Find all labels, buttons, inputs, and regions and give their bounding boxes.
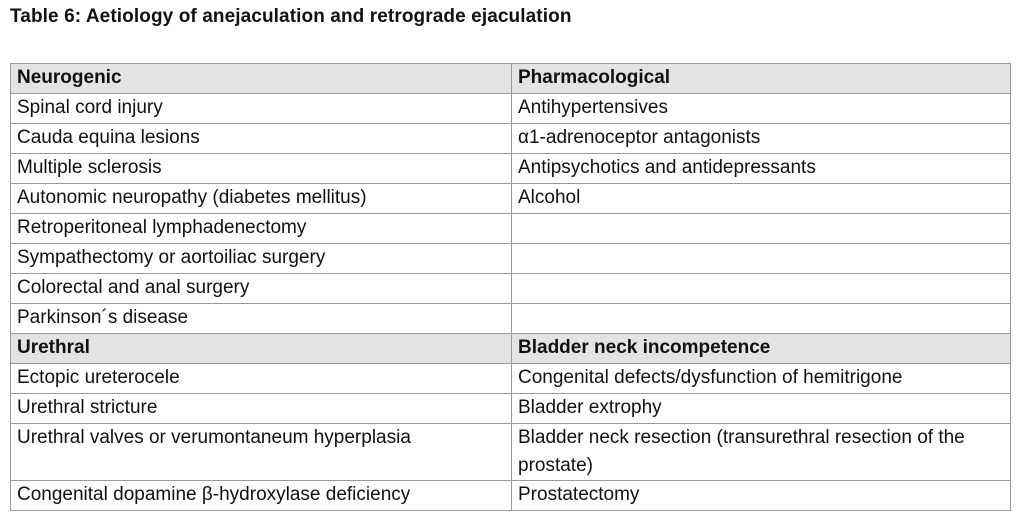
table-cell: Bladder extrophy [512, 394, 1011, 424]
table-cell: Urethral valves or verumontaneum hyperplasia [11, 424, 512, 481]
table-caption: Table 6: Aetiology of anejaculation and retrograde ejaculation [10, 6, 572, 27]
section-heading-urethral: Urethral [11, 334, 512, 364]
table-cell [512, 274, 1011, 304]
table-cell: Cauda equina lesions [11, 124, 512, 154]
table-row [11, 364, 1011, 394]
table-cell: Antipsychotics and antidepressants [512, 154, 1011, 184]
section-header-row [11, 334, 1011, 364]
table-cell [512, 304, 1011, 334]
table-row [11, 424, 1011, 481]
table-row [11, 244, 1011, 274]
table-cell: Sympathectomy or aortoiliac surgery [11, 244, 512, 274]
table-row [11, 274, 1011, 304]
table-cell: Antihypertensives [512, 94, 1011, 124]
section-heading-bladder-neck: Bladder neck incompetence [512, 334, 1011, 364]
table-cell: Spinal cord injury [11, 94, 512, 124]
table-cell [512, 244, 1011, 274]
table-cell: Colorectal and anal surgery [11, 274, 512, 304]
table-cell: Ectopic ureterocele [11, 364, 512, 394]
table-row [11, 184, 1011, 214]
table-cell: Prostatectomy [512, 481, 1011, 511]
table-cell: Bladder neck resection (transurethral resection of the prostate) [512, 424, 1011, 481]
table-cell: Multiple sclerosis [11, 154, 512, 184]
table-row [11, 304, 1011, 334]
table-cell: Congenital defects/dysfunction of hemitrigone [512, 364, 1011, 394]
table-cell: Autonomic neuropathy (diabetes mellitus) [11, 184, 512, 214]
section-header-row [11, 64, 1011, 94]
table-cell: Alcohol [512, 184, 1011, 214]
table-row [11, 214, 1011, 244]
table-cell: α1-adrenoceptor antagonists [512, 124, 1011, 154]
table-row [11, 94, 1011, 124]
table-cell: Urethral stricture [11, 394, 512, 424]
section-heading-pharmacological: Pharmacological [512, 64, 1011, 94]
table-row [11, 124, 1011, 154]
table-row [11, 154, 1011, 184]
table-cell: Retroperitoneal lymphadenectomy [11, 214, 512, 244]
table-row [11, 394, 1011, 424]
table-cell [512, 214, 1011, 244]
aetiology-table [10, 63, 1011, 511]
table-cell: Congenital dopamine β-hydroxylase deficiency [11, 481, 512, 511]
section-heading-neurogenic: Neurogenic [11, 64, 512, 94]
table-cell: Parkinson´s disease [11, 304, 512, 334]
table-row [11, 481, 1011, 511]
